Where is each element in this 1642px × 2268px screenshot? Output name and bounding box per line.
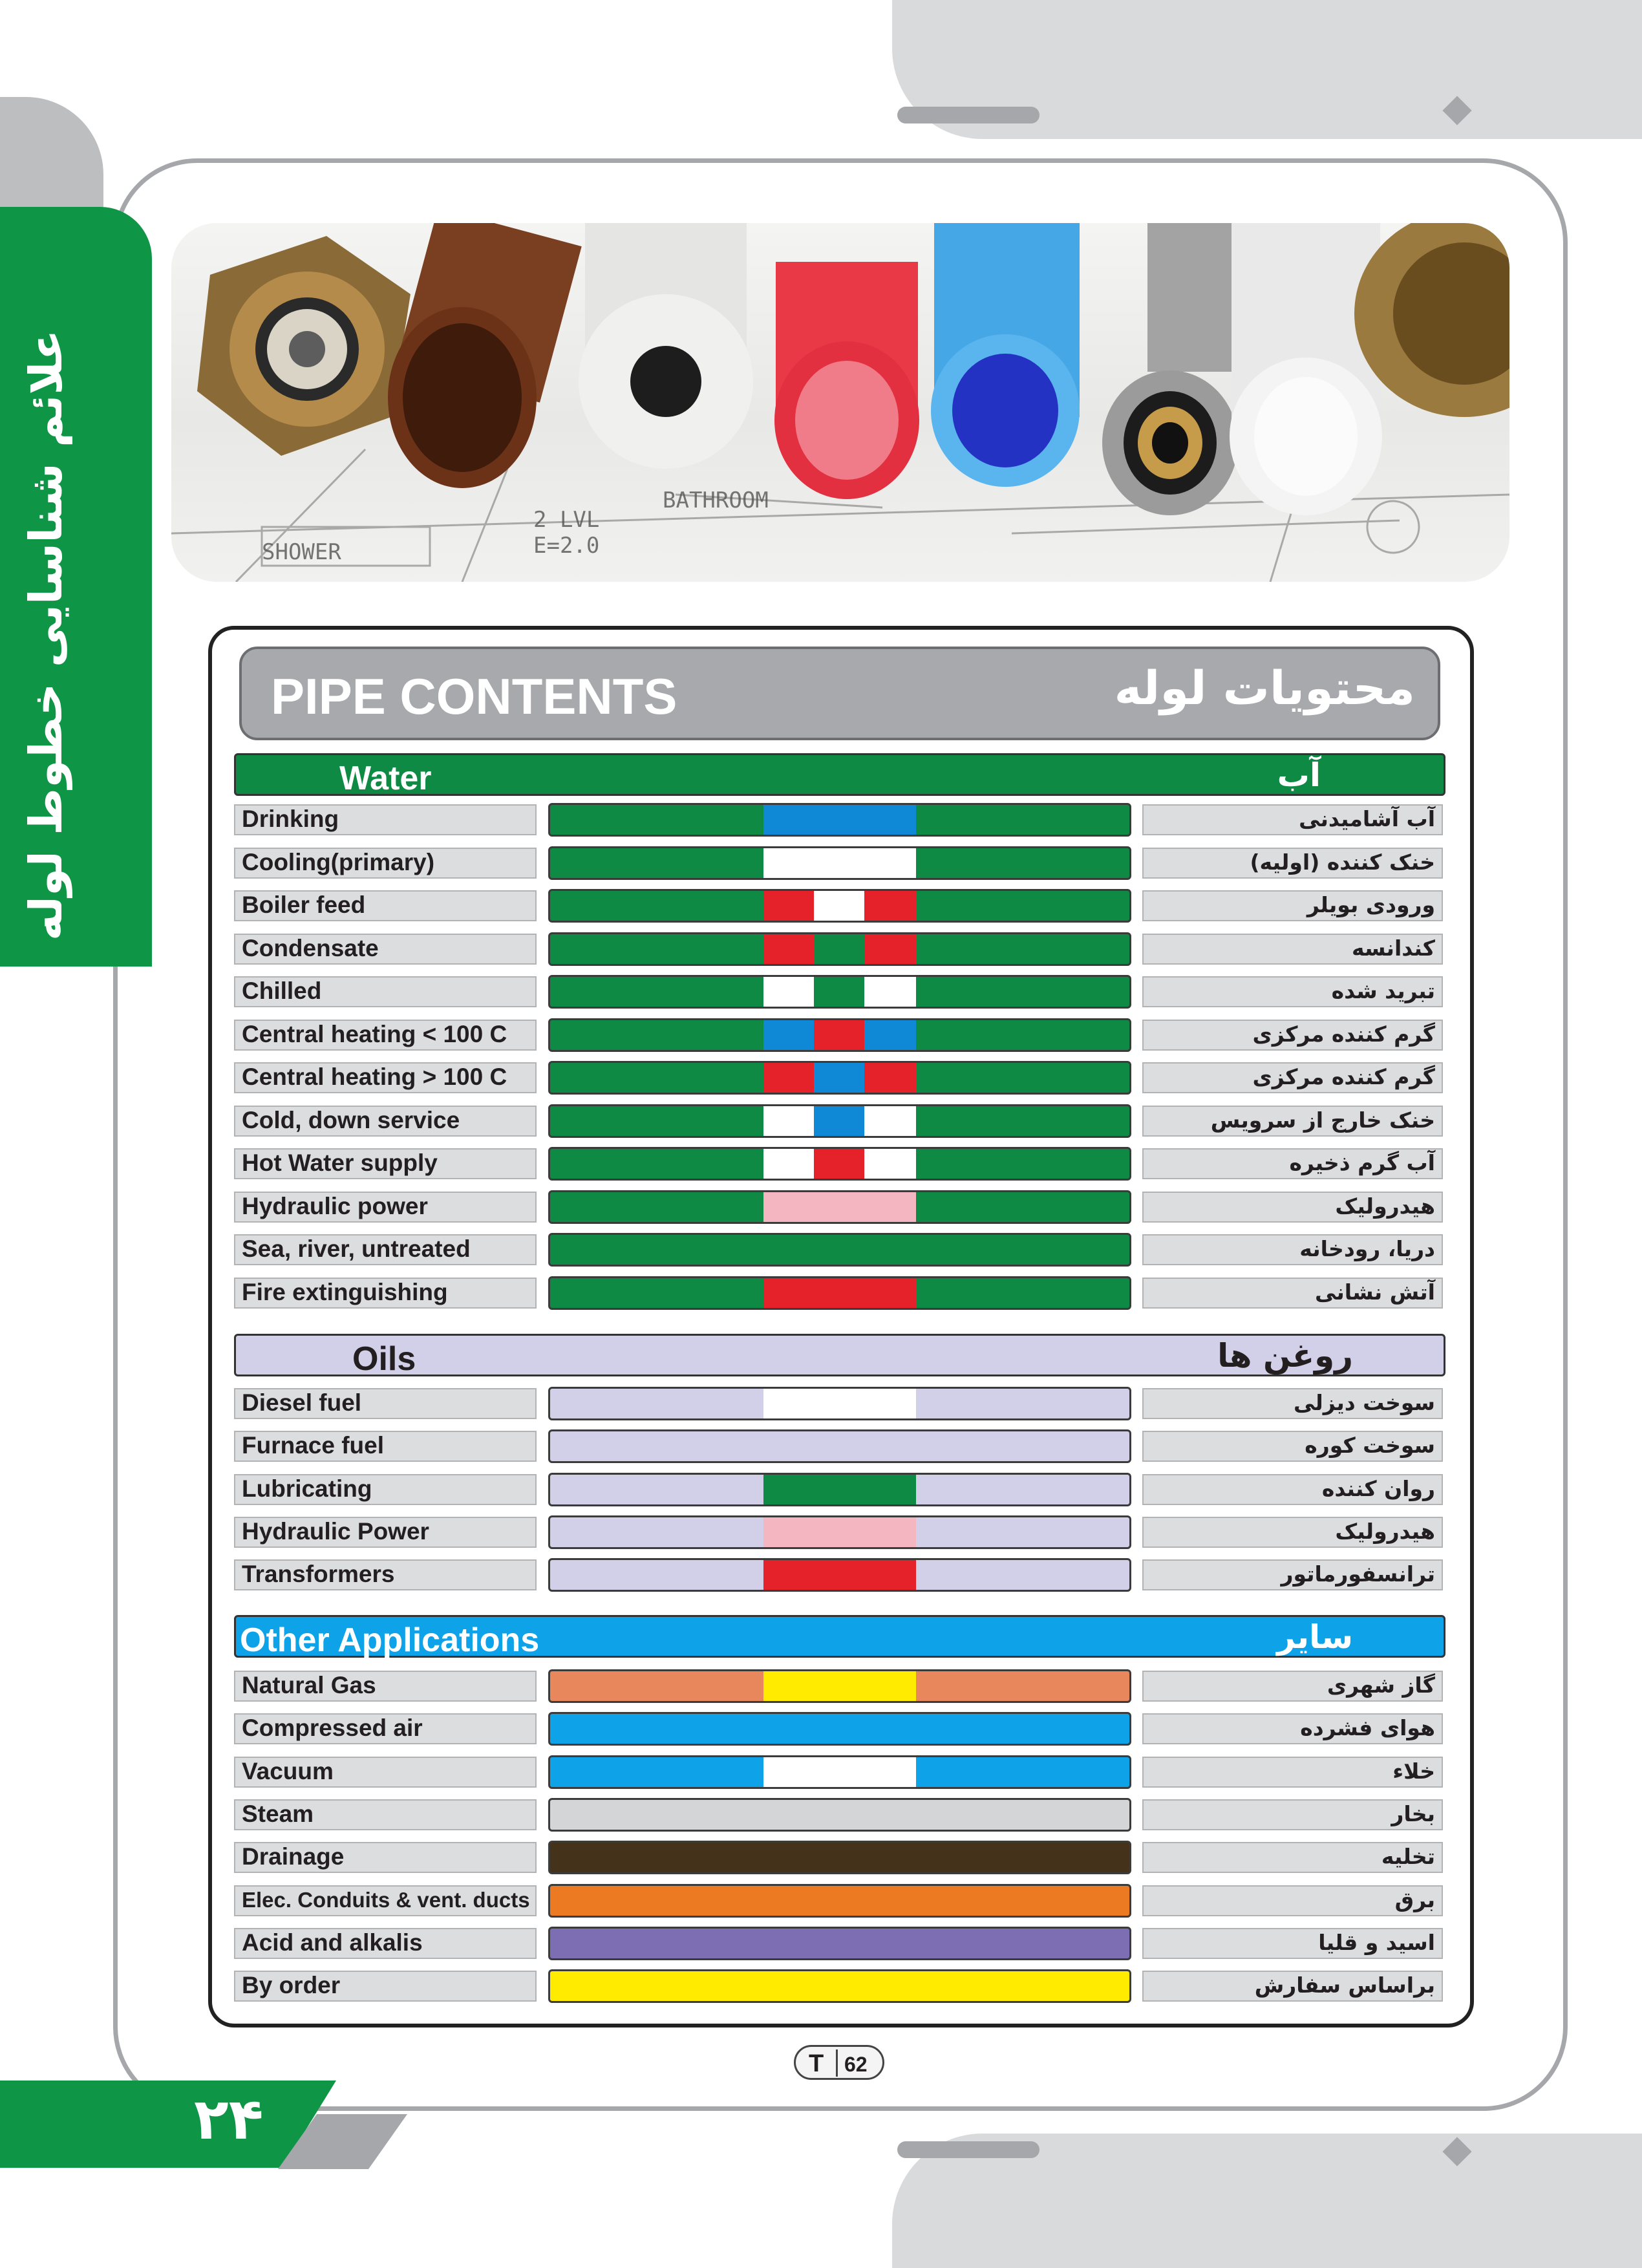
pvc-pipe-icon (579, 223, 753, 469)
table-row (234, 1017, 1445, 1053)
table-row (234, 1428, 1445, 1464)
row-label-en: Elec. Conduits & vent. ducts (234, 1885, 537, 1916)
table-row (234, 1839, 1445, 1876)
color-band (864, 891, 916, 921)
color-band (763, 1389, 814, 1418)
row-label-fa: خنک خارج از سرويس (1142, 1106, 1443, 1137)
table-title-en: PIPE CONTENTS (271, 668, 677, 725)
code-badge-divider (836, 2049, 838, 2077)
row-label-en: Natural Gas (234, 1671, 537, 1702)
color-band (864, 848, 916, 878)
color-code-bar (548, 1429, 1131, 1463)
row-label-en: Cooling(primary) (234, 848, 537, 879)
row-label-en: Cold, down service (234, 1106, 537, 1137)
color-band (763, 1757, 814, 1787)
section-title-fa: ساير (1277, 1618, 1353, 1656)
color-band (814, 1063, 864, 1093)
color-band (763, 1106, 814, 1136)
row-label-en: Transformers (234, 1559, 537, 1590)
color-band (814, 1149, 864, 1179)
braided-hose-icon (1102, 223, 1244, 515)
color-code-bar (548, 1712, 1131, 1746)
row-label-en: By order (234, 1971, 537, 2002)
row-label-fa: ترانسفورماتور (1142, 1559, 1443, 1590)
color-code-bar (548, 975, 1131, 1009)
sketch-label-level: 2 LVL (533, 507, 600, 533)
color-code-bar (548, 1927, 1131, 1960)
background-stripe-bottom (897, 2141, 1040, 2158)
color-band (763, 848, 814, 878)
white-pipe-icon (1230, 223, 1382, 515)
row-label-en: Lubricating (234, 1474, 537, 1505)
color-code-bar (548, 1190, 1131, 1224)
row-label-en: Drinking (234, 804, 537, 835)
row-label-fa: برق (1142, 1885, 1443, 1916)
table-row (234, 1797, 1445, 1833)
color-code-bar (548, 1669, 1131, 1703)
row-label-en: Steam (234, 1799, 537, 1830)
color-band (814, 1278, 864, 1308)
color-code-bar (548, 803, 1131, 837)
section-title-fa: روغن ها (1217, 1337, 1353, 1375)
color-band (814, 1757, 864, 1787)
color-band (763, 1192, 814, 1222)
section-title-en: Other Applications (240, 1621, 540, 1659)
section-header (234, 1615, 1445, 1658)
code-badge (794, 2045, 884, 2080)
row-label-fa: گرم کننده مرکزی (1142, 1020, 1443, 1051)
color-code-bar (548, 889, 1131, 923)
color-band (864, 1517, 916, 1547)
color-band (814, 977, 864, 1007)
row-label-fa: سوخت ديزلی (1142, 1388, 1443, 1419)
row-label-en: Drainage (234, 1842, 537, 1873)
row-label-en: Hydraulic Power (234, 1517, 537, 1548)
table-row (234, 1471, 1445, 1508)
color-band (864, 1671, 916, 1701)
row-label-en: Diesel fuel (234, 1388, 537, 1419)
side-title: علائم شناسایی خطوط لوله (19, 330, 72, 941)
row-label-fa: خلاء (1142, 1757, 1443, 1788)
rusty-pipe-icon (388, 223, 582, 488)
table-row (234, 845, 1445, 881)
table-title-bar (239, 647, 1440, 740)
row-label-en: Central heating > 100 C (234, 1062, 537, 1093)
section-title-en: Water (339, 760, 432, 797)
row-label-fa: هوای فشرده (1142, 1713, 1443, 1744)
color-band (814, 1389, 864, 1418)
color-band (763, 977, 814, 1007)
color-code-bar (548, 1755, 1131, 1789)
color-band (763, 1278, 814, 1308)
pipes-photo (171, 223, 1509, 582)
color-band (864, 1278, 916, 1308)
color-code-bar (548, 1276, 1131, 1310)
color-band (814, 1560, 864, 1590)
row-label-fa: کندانسه (1142, 934, 1443, 965)
color-band (864, 1389, 916, 1418)
page-number: ۲۴ (194, 2086, 264, 2152)
color-band (814, 1192, 864, 1222)
row-label-fa: اسيد و قليا (1142, 1928, 1443, 1959)
table-row (234, 1060, 1445, 1096)
background-stripe-top (897, 107, 1040, 123)
table-row (234, 1925, 1445, 1962)
color-code-bar (548, 1387, 1131, 1420)
row-label-en: Compressed air (234, 1713, 537, 1744)
color-code-bar (548, 1798, 1131, 1832)
table-row (234, 802, 1445, 838)
brass-fitting-icon (197, 236, 410, 456)
color-band (864, 977, 916, 1007)
color-band (763, 891, 814, 921)
color-code-bar (548, 1969, 1131, 2003)
color-code-bar (548, 1515, 1131, 1549)
section-header (234, 753, 1445, 796)
row-label-fa: تبريد شده (1142, 976, 1443, 1007)
color-band (864, 1106, 916, 1136)
table-row (234, 1557, 1445, 1593)
color-band (763, 1475, 814, 1504)
color-band (864, 1192, 916, 1222)
color-band (763, 1063, 814, 1093)
section-title-fa: آب (1277, 756, 1321, 794)
color-band (814, 891, 864, 921)
color-band (814, 1106, 864, 1136)
row-label-en: Sea, river, untreated (234, 1234, 537, 1265)
table-row (234, 931, 1445, 967)
section-title-en: Oils (352, 1340, 416, 1378)
table-row (234, 1668, 1445, 1704)
row-label-fa: ورودی بويلر (1142, 890, 1443, 921)
row-label-fa: سوخت کوره (1142, 1431, 1443, 1462)
table-row (234, 1275, 1445, 1311)
color-code-bar (548, 1473, 1131, 1506)
table-row (234, 1232, 1445, 1268)
table-row (234, 1514, 1445, 1550)
row-label-fa: گاز شهری (1142, 1671, 1443, 1702)
table-row (234, 974, 1445, 1010)
row-label-en: Central heating < 100 C (234, 1020, 537, 1051)
row-label-en: Vacuum (234, 1757, 537, 1788)
row-label-fa: روان کننده (1142, 1474, 1443, 1505)
row-label-fa: آتش نشانی (1142, 1278, 1443, 1309)
sketch-label-bathroom: BATHROOM (663, 487, 769, 513)
color-band (864, 1149, 916, 1179)
color-band (763, 1149, 814, 1179)
color-code-bar (548, 1884, 1131, 1918)
row-label-fa: بخار (1142, 1799, 1443, 1830)
color-band (763, 934, 814, 964)
table-row (234, 1385, 1445, 1422)
row-label-fa: هيدروليک (1142, 1192, 1443, 1223)
red-pipe-icon (774, 262, 919, 499)
table-row (234, 1883, 1445, 1919)
color-band (814, 1020, 864, 1050)
color-band (864, 1063, 916, 1093)
row-label-en: Hot Water supply (234, 1148, 537, 1179)
color-band (864, 934, 916, 964)
row-label-fa: آب گرم ذخيره (1142, 1148, 1443, 1179)
color-code-bar (548, 1841, 1131, 1874)
color-band (864, 805, 916, 835)
color-code-bar (548, 846, 1131, 880)
color-band (864, 1020, 916, 1050)
color-band (864, 1475, 916, 1504)
color-code-bar (548, 1233, 1131, 1267)
color-band (814, 805, 864, 835)
section-header (234, 1334, 1445, 1376)
row-label-fa: گرم کننده مرکزی (1142, 1062, 1443, 1093)
row-label-fa: هيدروليک (1142, 1517, 1443, 1548)
table-row (234, 1968, 1445, 2004)
color-code-bar (548, 1061, 1131, 1095)
color-code-bar (548, 1018, 1131, 1052)
color-band (814, 1475, 864, 1504)
color-band (864, 1757, 916, 1787)
row-label-fa: تخليه (1142, 1842, 1443, 1873)
page-number-tab (0, 2081, 336, 2168)
color-band (864, 1560, 916, 1590)
row-label-en: Chilled (234, 976, 537, 1007)
code-badge-number: 62 (844, 2053, 868, 2076)
row-label-fa: خنک کننده (اوليه) (1142, 848, 1443, 879)
table-row (234, 1189, 1445, 1225)
row-label-fa: دريا، رودخانه (1142, 1234, 1443, 1265)
color-band (763, 1517, 814, 1547)
sketch-label-elevation: E=2.0 (533, 533, 600, 559)
color-band (814, 1671, 864, 1701)
code-badge-letter: T (809, 2050, 824, 2077)
table-row (234, 1146, 1445, 1182)
row-label-en: Hydraulic power (234, 1192, 537, 1223)
table-row (234, 1754, 1445, 1790)
color-code-bar (548, 1558, 1131, 1592)
sketch-label-shower: SHOWER (262, 539, 341, 565)
row-label-en: Fire extinguishing (234, 1278, 537, 1309)
color-band (763, 805, 814, 835)
table-row (234, 888, 1445, 924)
row-label-fa: براساس سفارش (1142, 1971, 1443, 2002)
table-row (234, 1711, 1445, 1747)
row-label-en: Acid and alkalis (234, 1928, 537, 1959)
color-band (763, 1020, 814, 1050)
table-title-fa: محتويات لوله (1114, 661, 1415, 715)
color-band (763, 1560, 814, 1590)
blue-pipe-icon (931, 223, 1080, 487)
color-code-bar (548, 1147, 1131, 1181)
row-label-en: Furnace fuel (234, 1431, 537, 1462)
row-label-en: Condensate (234, 934, 537, 965)
table-row (234, 1103, 1445, 1139)
row-label-en: Boiler feed (234, 890, 537, 921)
color-code-bar (548, 932, 1131, 966)
color-code-bar (548, 1104, 1131, 1138)
color-band (814, 1517, 864, 1547)
color-band (814, 934, 864, 964)
color-band (814, 848, 864, 878)
color-band (763, 1671, 814, 1701)
row-label-fa: آب آشاميدنی (1142, 804, 1443, 835)
